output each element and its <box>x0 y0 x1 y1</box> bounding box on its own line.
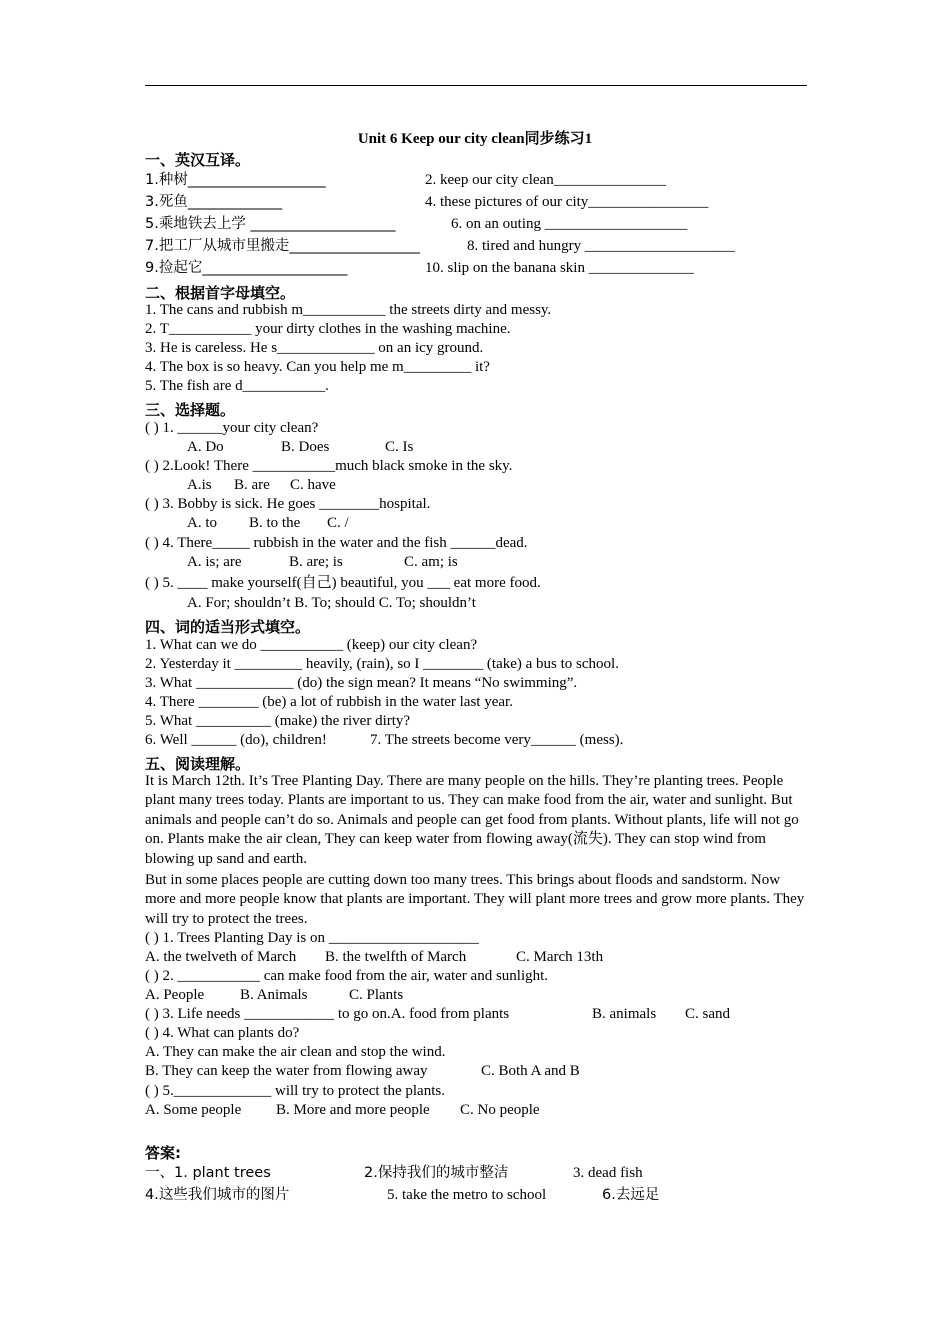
s3-q4-opt-b: B. are; is <box>289 554 343 570</box>
s5-q5: ( ) 5._____________ will try to protect the plants. <box>145 1083 445 1099</box>
s1-item-7: 7.把工厂从城市里搬走__________________ <box>145 238 420 254</box>
s3-q4: ( ) 4. There_____ rubbish in the water and the fish ______dead. <box>145 535 528 551</box>
s4-item-6: 6. Well ______ (do), children! <box>145 732 327 748</box>
s3-q1: ( ) 1. ______your city clean? <box>145 420 319 436</box>
s3-q3-opt-c: C. / <box>327 515 349 531</box>
page-title: Unit 6 Keep our city clean同步练习1 <box>357 131 593 147</box>
s5-q5-opt-c: C. No people <box>460 1102 540 1118</box>
s5-q4: ( ) 4. What can plants do? <box>145 1025 300 1041</box>
s5-q2-opt-c: C. Plants <box>349 987 404 1003</box>
s3-q5-opts: A. For; shouldn’t B. To; should C. To; shouldn’t <box>187 595 476 611</box>
s5-q2-opt-b: B. Animals <box>240 987 308 1003</box>
s2-item-1: 1. The cans and rubbish m___________ the streets dirty and messy. <box>145 302 552 318</box>
header-rule <box>145 85 807 86</box>
section3-heading: 三、选择题。 <box>145 401 236 419</box>
s5-q1-opt-c: C. March 13th <box>516 949 604 965</box>
s5-q3-opt-b: B. animals <box>592 1006 657 1022</box>
s3-q2-opt-c: C. have <box>290 477 336 493</box>
s2-item-3: 3. He is careless. He s_____________ on an icy ground. <box>145 340 484 356</box>
s3-q1-opt-a: A. Do <box>187 439 224 455</box>
s5-q4-opt-a: A. They can make the air clean and stop the wind. <box>145 1044 446 1060</box>
s5-q1-opt-b: B. the twelfth of March <box>325 949 467 965</box>
section4-heading: 四、词的适当形式填空。 <box>145 618 311 636</box>
s1-item-10: 10. slip on the banana skin ______________ <box>425 260 694 276</box>
s3-q1-opt-c: C. Is <box>385 439 414 455</box>
answers-heading: 答案: <box>145 1144 181 1162</box>
s5-q2-opt-a: A. People <box>145 987 205 1003</box>
s5-q2: ( ) 2. ___________ can make food from the air, water and sunlight. <box>145 968 549 984</box>
section2-heading: 二、根据首字母填空。 <box>145 284 296 302</box>
s3-q1-opt-b: B. Does <box>281 439 330 455</box>
s3-q3-opt-a: A. to <box>187 515 217 531</box>
answer-6: 6.去远足 <box>602 1187 660 1203</box>
s1-item-2: 2. keep our city clean_______________ <box>425 172 667 188</box>
answer-5: 5. take the metro to school <box>387 1187 547 1203</box>
s2-item-4: 4. The box is so heavy. Can you help me m_________ it? <box>145 359 490 375</box>
s3-q4-opt-c: C. am; is <box>404 554 458 570</box>
s1-item-8: 8. tired and hungry ____________________ <box>467 238 735 254</box>
s3-q4-opt-a: A. is; are <box>187 554 242 570</box>
s4-item-7: 7. The streets become very______ (mess). <box>370 732 624 748</box>
s5-q5-opt-b: B. More and more people <box>276 1102 430 1118</box>
s5-q5-opt-a: A. Some people <box>145 1102 242 1118</box>
s1-item-5: 5.乘地铁去上学 ____________________ <box>145 216 396 232</box>
reading-paragraph-2: But in some places people are cutting down too many trees. This brings about floods and sandstorm. Now more and more people know that plants are important. They will plant more trees and grow more plants. They will try to protect the trees. <box>145 872 805 927</box>
s5-q1-opt-a: A. the twelveth of March <box>145 949 297 965</box>
s3-q2-opt-b: B. are <box>234 477 270 493</box>
answer-1: 一、1. plant trees <box>145 1165 271 1181</box>
s1-item-6: 6. on an outing ___________________ <box>451 216 688 232</box>
section5-heading: 五、阅读理解。 <box>145 755 251 773</box>
s4-item-5: 5. What __________ (make) the river dirty? <box>145 713 411 729</box>
s2-item-2: 2. T___________ your dirty clothes in the washing machine. <box>145 321 511 337</box>
answer-2: 2.保持我们的城市整洁 <box>364 1165 509 1181</box>
s4-item-1: 1. What can we do ___________ (keep) our city clean? <box>145 637 478 653</box>
s1-item-9: 9.捡起它____________________ <box>145 260 348 276</box>
s3-q3: ( ) 3. Bobby is sick. He goes ________hospital. <box>145 496 431 512</box>
s5-q1: ( ) 1. Trees Planting Day is on ____________________ <box>145 930 479 946</box>
reading-paragraph-1: It is March 12th. It’s Tree Planting Day. There are many people on the hills. They’re planting trees. People plant many trees today. Plants are important to us. They can make food from the air, water and sunlight. But animals and people can’t do so. Animals and people can get food from plants. Without plants, life will not go on. Plants make the air clean, They can keep water from flowing away(流失). They can stop wind from blowing up sand and earth. <box>145 773 799 867</box>
s4-item-2: 2. Yesterday it _________ heavily, (rain), so I ________ (take) a bus to school. <box>145 656 619 672</box>
s3-q5: ( ) 5. ____ make yourself(自己) beautiful, you ___ eat more food. <box>145 575 541 591</box>
s2-item-5: 5. The fish are d___________. <box>145 378 329 394</box>
s5-q4-opt-c: C. Both A and B <box>481 1063 580 1079</box>
s5-q4-opt-b: B. They can keep the water from flowing away <box>145 1063 428 1079</box>
s1-item-1: 1.种树___________________ <box>145 172 326 188</box>
s1-item-4: 4. these pictures of our city________________ <box>425 194 709 210</box>
answer-3: 3. dead fish <box>573 1165 643 1181</box>
s3-q2-opt-a: A.is <box>187 477 212 493</box>
answer-4: 4.这些我们城市的图片 <box>145 1187 290 1203</box>
s5-q3: ( ) 3. Life needs ____________ to go on.A. food from plants <box>145 1006 510 1022</box>
s4-item-4: 4. There ________ (be) a lot of rubbish in the water last year. <box>145 694 513 710</box>
s1-item-3: 3.死鱼_____________ <box>145 194 283 210</box>
s5-q3-opt-c: C. sand <box>685 1006 730 1022</box>
s3-q3-opt-b: B. to the <box>249 515 301 531</box>
s4-item-3: 3. What _____________ (do) the sign mean? It means “No swimming”. <box>145 675 578 691</box>
s3-q2: ( ) 2.Look! There ___________much black smoke in the sky. <box>145 458 513 474</box>
section1-heading: 一、英汉互译。 <box>145 151 251 169</box>
